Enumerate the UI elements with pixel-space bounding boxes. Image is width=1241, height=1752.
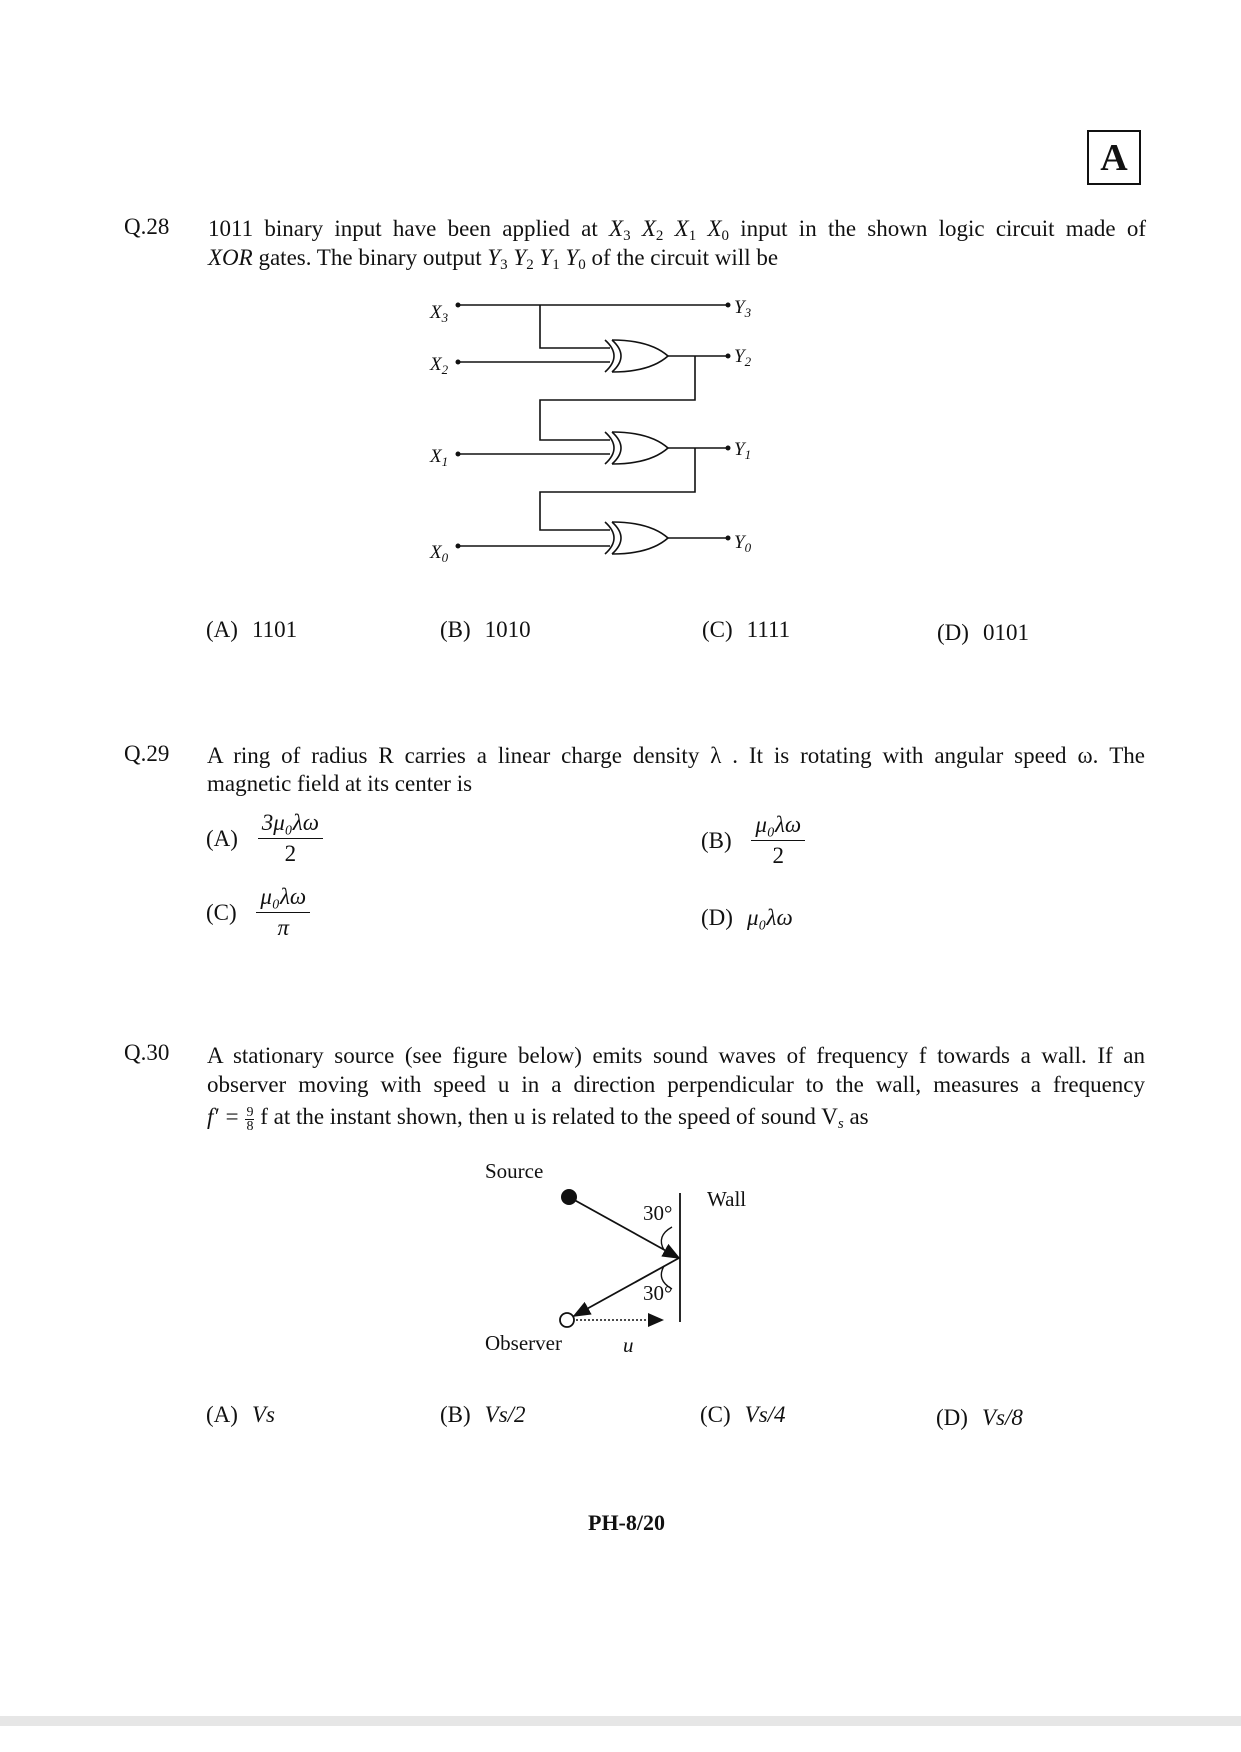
velocity-label: u [623, 1333, 634, 1357]
q30-text-line2: observer moving with speed u in a direction perpendicular to the wall, measures a frequency [207, 1072, 1145, 1097]
scan-edge [0, 1716, 1241, 1726]
wall-label: Wall [707, 1187, 747, 1211]
label-y0: $Y_0$ [734, 532, 752, 555]
question-number-30: Q.30 [124, 1040, 170, 1065]
label-x1: $X_1$ [430, 446, 449, 469]
xor-circuit-diagram [420, 290, 780, 580]
q29-text-line2: magnetic field at its center is [207, 771, 473, 796]
q30-option-a[interactable]: (A) Vs [206, 1402, 275, 1427]
label-y3: $Y_3$ [734, 297, 752, 320]
source-label: Source [485, 1159, 544, 1183]
page-footer: PH-8/20 [588, 1510, 665, 1535]
q30-text-line3: f′ = $\frac{9}{8}$ f at the instant shown, then u is related to the speed of sound $V_s$ as [207, 1104, 869, 1134]
q28-text-line1: 1011 binary input have been applied at $X_3$ $X_2$ $X_1$ $X_0$ input in the shown logic circuit made of [208, 216, 1147, 244]
q30-option-c[interactable]: (C) Vs/4 [700, 1402, 786, 1427]
question-number-28: Q.28 [124, 214, 170, 239]
q30-text-line1: A stationary source (see figure below) emits sound waves of frequency f towards a wall. If an [207, 1043, 1145, 1068]
label-y2: $Y_2$ [734, 346, 752, 369]
q29-option-c[interactable]: (C) $\frac{\text{μ₀λω}}{\pi}$ [206, 882, 310, 943]
q28-option-c[interactable]: (C) 1111 [702, 617, 791, 642]
doppler-figure [470, 1150, 770, 1360]
observer-dot [560, 1313, 574, 1327]
q28-option-d[interactable]: (D) 0101 [937, 620, 1029, 645]
question-number-29: Q.29 [124, 741, 170, 766]
angle-top-label: 30° [643, 1201, 673, 1225]
q29-option-b[interactable]: (B) $\frac{\text{μ₀λω}}{2}$ [701, 810, 805, 871]
label-x3: $X_3$ [430, 302, 449, 325]
q29-text-line1: A ring of radius R carries a linear charge density λ . It is rotating with angular speed ω. The [207, 743, 1145, 768]
set-code-box [1087, 130, 1141, 185]
q28-option-b[interactable]: (B) 1010 [440, 617, 531, 642]
angle-bottom-label: 30° [643, 1281, 673, 1305]
label-x0: $X_0$ [430, 542, 449, 565]
q29-option-d[interactable]: (D) μ₀λω [701, 905, 793, 930]
label-x2: $X_2$ [430, 354, 449, 377]
observer-label: Observer [485, 1331, 562, 1355]
q28-text-line2: XOR gates. The binary output $Y_3$ $Y_2$ $Y_1$ $Y_0$ of the circuit will be [208, 245, 779, 273]
q28-option-a[interactable]: (A) 1101 [206, 617, 298, 642]
q30-option-b[interactable]: (B) Vs/2 [440, 1402, 526, 1427]
set-code: A [1100, 137, 1128, 179]
q30-option-d[interactable]: (D) Vs/8 [936, 1405, 1023, 1430]
label-y1: $Y_1$ [734, 439, 752, 462]
q29-option-a[interactable]: (A) $\frac{\text{3μ₀λω}}{2}$ [206, 808, 323, 869]
